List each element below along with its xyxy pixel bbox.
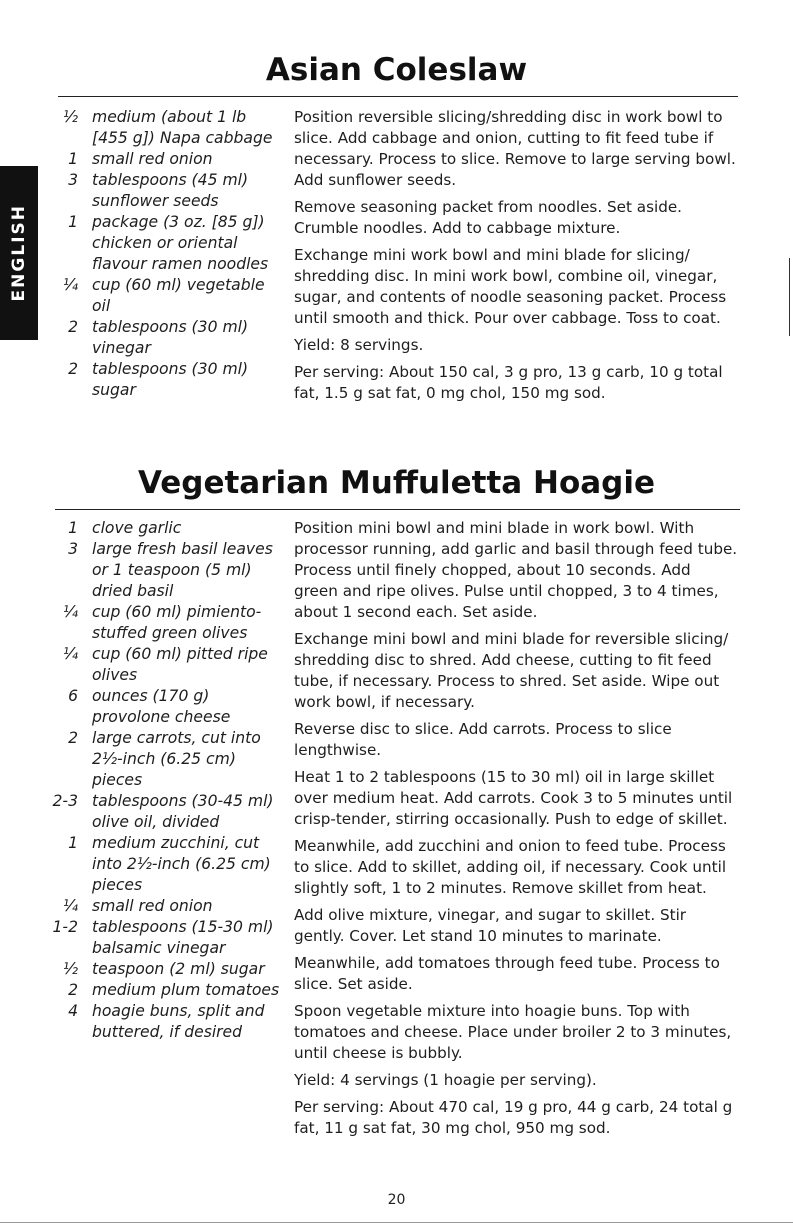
ingredient-text: ounces (170 g) provolone cheese [92,687,231,726]
ingredient-qty: ½ [62,960,78,978]
ingredient-item [50,518,282,539]
ingredient-item [50,602,282,644]
ingredient-qty: 3 [68,540,78,558]
ingredient-text: tablespoons (30 ml) vinegar [92,318,249,357]
page-number: 20 [387,1192,406,1208]
ingredient-item [50,896,282,917]
direction-paragraph: Heat 1 to 2 tablespoons (15 to 30 ml) oil in large skillet over medium heat. Add carrots. Cook 3 to 5 minutes until crisp-tender, stirring occasionally. Push to edge of skillet. [294,768,733,828]
direction-paragraph: Per serving: About 150 cal, 3 g pro, 13 g carb, 10 g total fat, 1.5 g sat fat, 0 mg chol, 150 mg sod. [294,363,723,402]
ingredient-text: medium plum tomatoes [92,981,280,999]
ingredient-item [50,917,282,959]
ingredient-text: cup (60 ml) pimiento-stuffed green olives [92,603,262,642]
ingredient-item [50,644,282,686]
ingredient-text: tablespoons (15-30 ml) balsamic vinegar [92,918,274,957]
ingredient-qty: 1 [68,519,78,537]
ingredient-item [50,791,282,833]
ingredient-qty: 2 [68,318,78,336]
language-tab [0,166,38,340]
ingredient-qty: 3 [68,171,78,189]
ingredient-qty: 2-3 [52,792,78,810]
ingredient-text: small red onion [92,150,213,168]
ingredient-qty: 2 [68,981,78,999]
direction-paragraph: Meanwhile, add zucchini and onion to feed tube. Process to slice. Add to skillet, adding oil, if necessary. Cook until slightly soft, 1 to 2 minutes. Remove skillet from heat. [294,837,727,897]
direction-paragraph: Remove seasoning packet from noodles. Set aside. Crumble noodles. Add to cabbage mixture. [294,198,683,237]
ingredient-list [50,107,282,401]
direction-paragraph: Yield: 8 servings. [294,336,424,354]
ingredient-text: teaspoon (2 ml) sugar [92,960,265,978]
ingredient-text: medium zucchini, cut into 2½-inch (6.25 cm) pieces [92,834,271,894]
ingredient-qty: 1 [68,150,78,168]
ingredient-text: medium (about 1 lb [455 g]) Napa cabbage [92,108,273,147]
ingredient-qty: ¼ [62,603,78,621]
ingredient-text: hoagie buns, split and buttered, if desired [92,1002,265,1041]
recipe-title: Asian Coleslaw [265,52,528,88]
ingredient-item [50,539,282,602]
ingredient-text: large fresh basil leaves or 1 teaspoon (5 ml) dried basil [92,540,273,600]
ingredient-item [50,212,282,275]
ingredient-text: clove garlic [92,519,182,537]
ingredient-text: large carrots, cut into 2½-inch (6.25 cm) pieces [92,729,261,789]
direction-paragraph: Position reversible slicing/shredding disc in work bowl to slice. Add cabbage and onion, cutting to fit feed tube if necessary. Process to slice. Remove to large serving bowl. Add sunflower seeds. [294,108,736,189]
ingredient-text: tablespoons (30-45 ml) olive oil, divided [92,792,274,831]
ingredient-text: cup (60 ml) vegetable oil [92,276,265,315]
direction-paragraph: Position mini bowl and mini blade in work bowl. With processor running, add garlic and basil through feed tube. Process until finely chopped, about 10 seconds. Add green and ripe olives. Pulse until chopped, 3 to 4 times, about 1 second each. Set aside. [294,519,738,621]
ingredient-qty: ¼ [62,645,78,663]
ingredient-qty: 1 [68,213,78,231]
direction-paragraph: Per serving: About 470 cal, 19 g pro, 44 g carb, 24 total g fat, 11 g sat fat, 30 mg chol, 950 mg sod. [294,1098,733,1137]
ingredient-qty: 4 [68,1002,78,1020]
ingredient-item [50,959,282,980]
ingredient-qty: ¼ [62,276,78,294]
ingredient-item [50,728,282,791]
ingredient-qty: 1 [68,834,78,852]
direction-paragraph: Yield: 4 servings (1 hoagie per serving). [294,1071,597,1089]
title-rule [58,96,738,97]
ingredient-item [50,686,282,728]
ingredient-qty: 6 [68,687,78,705]
ingredient-item [50,980,282,1001]
margin-mark [789,258,790,336]
ingredient-text: package (3 oz. [85 g]) chicken or oriental flavour ramen noodles [92,213,269,273]
direction-paragraph: Exchange mini bowl and mini blade for reversible slicing/ shredding disc to shred. Add cheese, cutting to fit feed tube, if necessary. Process to shred. Set aside. Wipe out work bowl, if necessary. [294,630,729,711]
direction-paragraph: Reverse disc to slice. Add carrots. Process to slice lengthwise. [294,720,672,759]
ingredient-text: small red onion [92,897,213,915]
ingredient-text: tablespoons (30 ml) sugar [92,360,249,399]
title-rule [55,509,740,510]
ingredient-item [50,359,282,401]
ingredient-item [50,833,282,896]
ingredient-item [50,275,282,317]
ingredient-qty: ¼ [62,897,78,915]
ingredient-qty: 1-2 [52,918,78,936]
direction-paragraph: Spoon vegetable mixture into hoagie buns. Top with tomatoes and cheese. Place under broiler 2 to 3 minutes, until cheese is bubbly. [294,1002,732,1062]
direction-paragraph: Exchange mini work bowl and mini blade for slicing/ shredding disc. In mini work bowl, combine oil, vinegar, sugar, and contents of noodle seasoning packet. Process until smooth and thick. Pour over cabbage. Toss to coat. [294,246,727,327]
directions [294,518,739,1145]
ingredient-item [50,107,282,149]
direction-paragraph: Meanwhile, add tomatoes through feed tube. Process to slice. Set aside. [294,954,720,993]
ingredient-qty: 2 [68,360,78,378]
recipe-title: Vegetarian Muffuletta Hoagie [137,465,656,501]
ingredient-list [50,518,282,1043]
ingredient-item [50,149,282,170]
language-tab-label: ENGLISH [9,204,29,302]
ingredient-item [50,317,282,359]
ingredient-item [50,170,282,212]
ingredient-text: tablespoons (45 ml) sunflower seeds [92,171,249,210]
ingredient-item [50,1001,282,1043]
directions [294,107,739,410]
ingredient-text: cup (60 ml) pitted ripe olives [92,645,268,684]
bottom-rule [0,1222,793,1223]
ingredient-qty: 2 [68,729,78,747]
ingredient-qty: ½ [62,108,78,126]
direction-paragraph: Add olive mixture, vinegar, and sugar to skillet. Stir gently. Cover. Let stand 10 minutes to marinate. [294,906,687,945]
